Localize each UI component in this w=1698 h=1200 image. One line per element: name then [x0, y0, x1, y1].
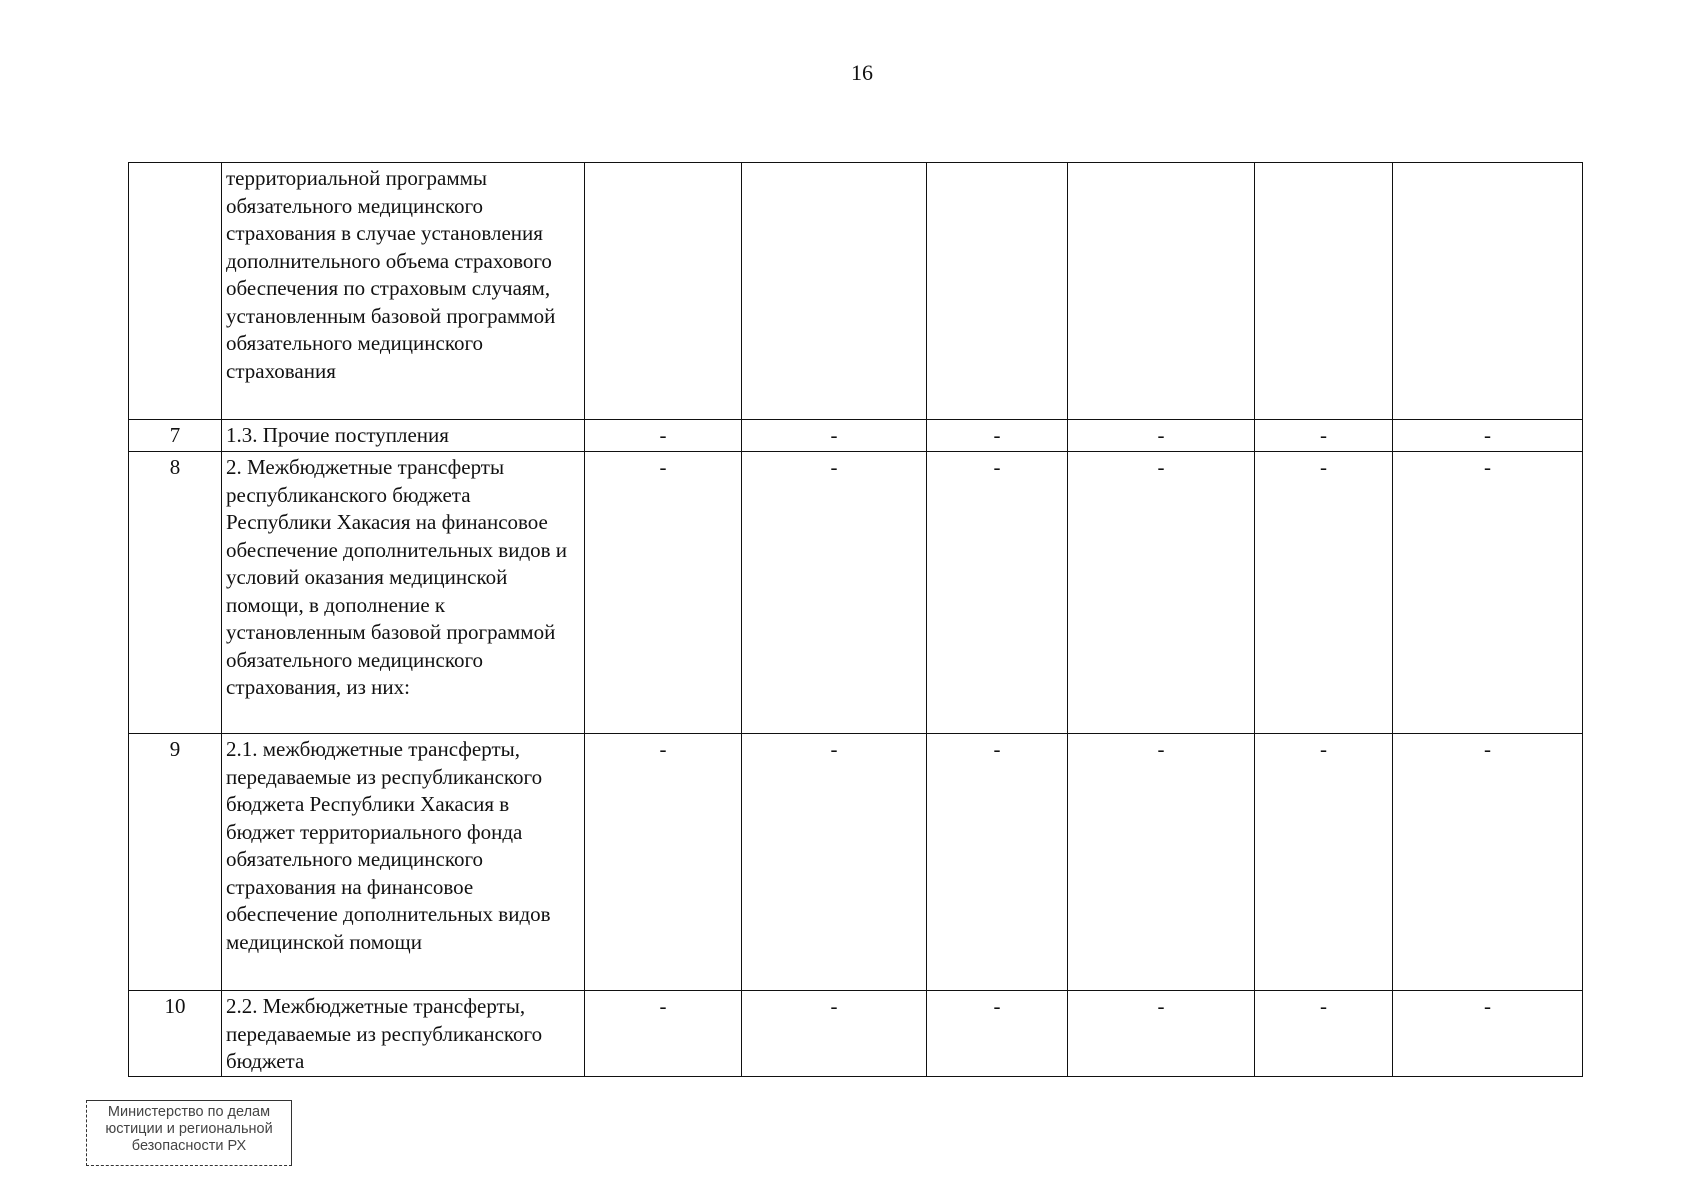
- table-row: [129, 420, 1583, 452]
- row-description: 2.1. межбюджетные трансферты, передаваемые из республиканского бюджета Республики Хакасия в бюджет территориального фонда обязательного медицинского страхования на финансовое обеспечение дополнительных видов медицинской помощи: [222, 734, 585, 991]
- row-value: -: [1068, 452, 1255, 734]
- row-value: [927, 163, 1068, 420]
- row-number: 9: [129, 734, 222, 991]
- row-value: -: [1068, 991, 1255, 1077]
- row-value: -: [927, 452, 1068, 734]
- row-value: -: [585, 420, 742, 452]
- row-value: [1393, 163, 1583, 420]
- row-value: -: [1393, 420, 1583, 452]
- ministry-stamp: [86, 1100, 292, 1166]
- row-value: -: [1255, 991, 1393, 1077]
- stamp-line: Министерство по делам: [107, 1104, 271, 1120]
- row-value: -: [927, 991, 1068, 1077]
- stamp-line: юстиции и региональной: [105, 1121, 273, 1137]
- row-value: -: [585, 452, 742, 734]
- row-value: [585, 163, 742, 420]
- row-value: [742, 163, 927, 420]
- row-value: -: [1068, 420, 1255, 452]
- row-value: -: [1393, 452, 1583, 734]
- row-number: [129, 163, 222, 420]
- row-description: 2. Межбюджетные трансферты республиканского бюджета Республики Хакасия на финансовое обеспечение дополнительных видов и условий оказания медицинской помощи, в дополнение к установленным базовой программой обязательного медицинского страхования, из них:: [222, 452, 585, 734]
- page-number: 16: [851, 60, 873, 85]
- row-value: -: [585, 991, 742, 1077]
- row-value: -: [585, 734, 742, 991]
- row-value: [1068, 163, 1255, 420]
- row-value: -: [927, 420, 1068, 452]
- row-description: 1.3. Прочие поступления: [222, 420, 585, 452]
- row-description: 2.2. Межбюджетные трансферты, передаваемые из республиканского бюджета: [222, 991, 585, 1077]
- row-value: -: [1393, 734, 1583, 991]
- row-number: 10: [129, 991, 222, 1077]
- row-value: -: [1255, 452, 1393, 734]
- row-value: -: [742, 991, 927, 1077]
- stamp-line: безопасности РХ: [131, 1138, 247, 1154]
- row-value: -: [742, 734, 927, 991]
- row-value: -: [1393, 991, 1583, 1077]
- row-value: -: [1255, 420, 1393, 452]
- row-value: -: [927, 734, 1068, 991]
- table-row: [129, 163, 1583, 420]
- row-value: [1255, 163, 1393, 420]
- table-row: [129, 734, 1583, 991]
- row-value: -: [1068, 734, 1255, 991]
- row-value: -: [742, 452, 927, 734]
- row-value: -: [742, 420, 927, 452]
- row-number: 7: [129, 420, 222, 452]
- row-number: 8: [129, 452, 222, 734]
- table-row: [129, 991, 1583, 1077]
- budget-table: [128, 162, 1583, 1077]
- table-row: [129, 452, 1583, 734]
- row-value: -: [1255, 734, 1393, 991]
- row-description: территориальной программы обязательного медицинского страхования в случае установления дополнительного объема страхового обеспечения по страховым случаям, установленным базовой программой обязательного медицинского страхования: [222, 163, 585, 420]
